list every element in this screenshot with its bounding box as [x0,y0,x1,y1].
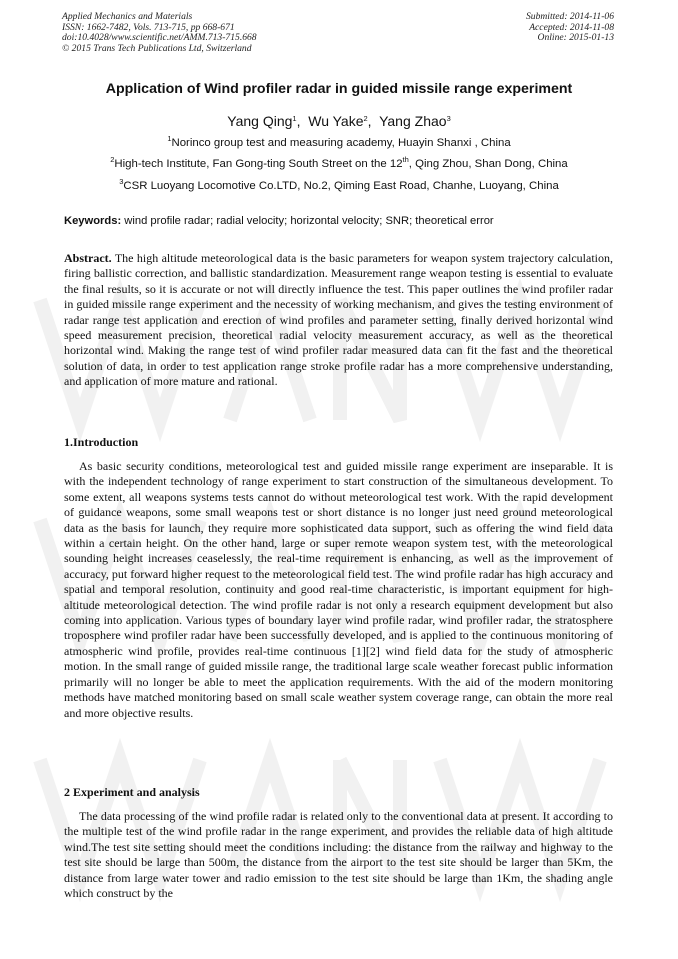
section-heading-experiment: 2 Experiment and analysis [64,785,200,799]
author-affiliation-marker: 3 [446,114,451,123]
introduction-paragraph: As basic security conditions, meteorological test and guided missile range experiment are inseparable. It is with the independent technology of range experiment to start construction of the simultaneous development. To some extent, all weapons systems tests cannot do without meteorological test work. With the rapid development of guidance weapons, some small weapons test or short distance is no longer just need ground meteorological data as the basis for launch, they require more sophisticated data support, such as offering the wind field data within a certain height. On the other hand, large or super remote weapon system test, with the meteorological sounding height increases ceaselessly, the real-time requirement is enhancing, as well as the improvement of accuracy, put forward higher request to the meteorological field test. The wind profile radar has high accuracy and spatial and temporal resolution, continuity and good real-time characteristic, is important equipment for high-altitude meteorological detection. The wind profile radar is not only a research equipment development but also coming into application. Various types of boundary layer wind profile radar, wind profiler radar, the stratosphere troposphere wind profiler radar have been successfully developed, and is applied to the continuous monitoring of atmospheric wind profile, provides real-time continuous [1][2] wind field data for the study of atmospheric motion. In the small range of guided missile range, the traditional large scale weather forecast public information primarily will no longer be able to meet the application requirements. With the aid of the modern monitoring methods have matched monitoring based on small scale weather system coverage range, can obtain the more real and more objective results. [64,459,613,720]
date-online: Online: 2015-01-13 [537,32,614,44]
affiliation-text: High-tech Institute, Fan Gong-ting South Street on the 12 [114,158,403,170]
affiliation-text-rest: , Qing Zhou, Shan Dong, China [408,158,568,170]
affiliation-2 [40,155,638,170]
date-submitted: Submitted: 2014-11-06 [525,11,614,22]
keywords-line [64,215,620,227]
keywords-text: wind profile radar; radial velocity; horizontal velocity; SNR; theoretical error [121,215,494,227]
paper-title: Application of Wind profiler radar in guided missile range experiment [105,81,573,97]
author-separator: , [296,113,309,129]
experiment-paragraph: The data processing of the wind profile radar is related only to the conventional data at present. It according to the multiple test of the wind profile radar in the range experiment, and provides the reliable data of high altitude wind.The test site setting should meet the conditions including: the distance from the railway and highway to the test site should be large than 500m, the distance from the airport to the test site should be larger than 5Km, the distance from large water tower and radio emission to the test site should be large than 1Km, the shading angle which construct by the [64,809,613,901]
author-name: Yang Zhao [379,113,447,129]
affiliation-text: Norinco group test and measuring academy, Huayin Shanxi , China [171,137,511,149]
author-affiliation-marker: 2 [363,114,368,123]
affiliation-marker: 3 [119,177,124,186]
affiliation-text: CSR Luoyang Locomotive Co.LTD, No.2, Qiming East Road, Chanhe, Luoyang, China [123,180,559,192]
affiliation-3 [40,177,638,192]
affiliation-1 [40,134,638,149]
journal-info [62,12,257,54]
keywords-label: Keywords: [64,215,122,227]
journal-issn: ISSN: 1662-7482, Vols. 713-715, pp 668-671 [62,21,235,33]
abstract-paragraph [64,251,613,390]
section-heading-introduction: 1.Introduction [64,435,139,449]
affiliation-marker: 1 [167,134,172,143]
author-separator: , [367,113,380,129]
date-accepted: Accepted: 2014-11-08 [529,21,614,33]
journal-copyright: © 2015 Trans Tech Publications Ltd, Switzerland [62,42,252,54]
abstract-text: The high altitude meteorological data is the basic parameters for weapon system trajectory calculation, firing ballistic correction, and ballistic standardization. Measurement range weapon testing is essential to evaluate the final results, so it is accurate or not will directly influence the test. This paper outlines the wind profiler radar in guided missile range experiment and the necessity of working mechanism, and gives the testing environment of radar range test application and erection of wind profiles and parameter setting, finally derived horizontal wind speed measurement precision, theoretical radial velocity measurement accuracy, as well as the theoretical horizontal wind. Making the range test of wind profiler radar measured data can fit the fast and the theoretical solution of data, in order to test application range stroke profile radar has a more comprehensive understanding, and application of more mature and rational. [64,251,613,389]
journal-doi: doi:10.4028/www.scientific.net/AMM.713-715.668 [62,32,257,44]
ordinal-suffix: th [402,155,409,164]
affiliation-marker: 2 [110,155,115,164]
author-name: Yang Qing [227,113,293,129]
journal-name: Applied Mechanics and Materials [62,11,193,22]
author-name: Wu Yake [308,113,364,129]
abstract-label: Abstract. [64,251,112,265]
author-affiliation-marker: 1 [292,114,297,123]
submission-dates [526,12,614,44]
author-list [40,113,638,129]
